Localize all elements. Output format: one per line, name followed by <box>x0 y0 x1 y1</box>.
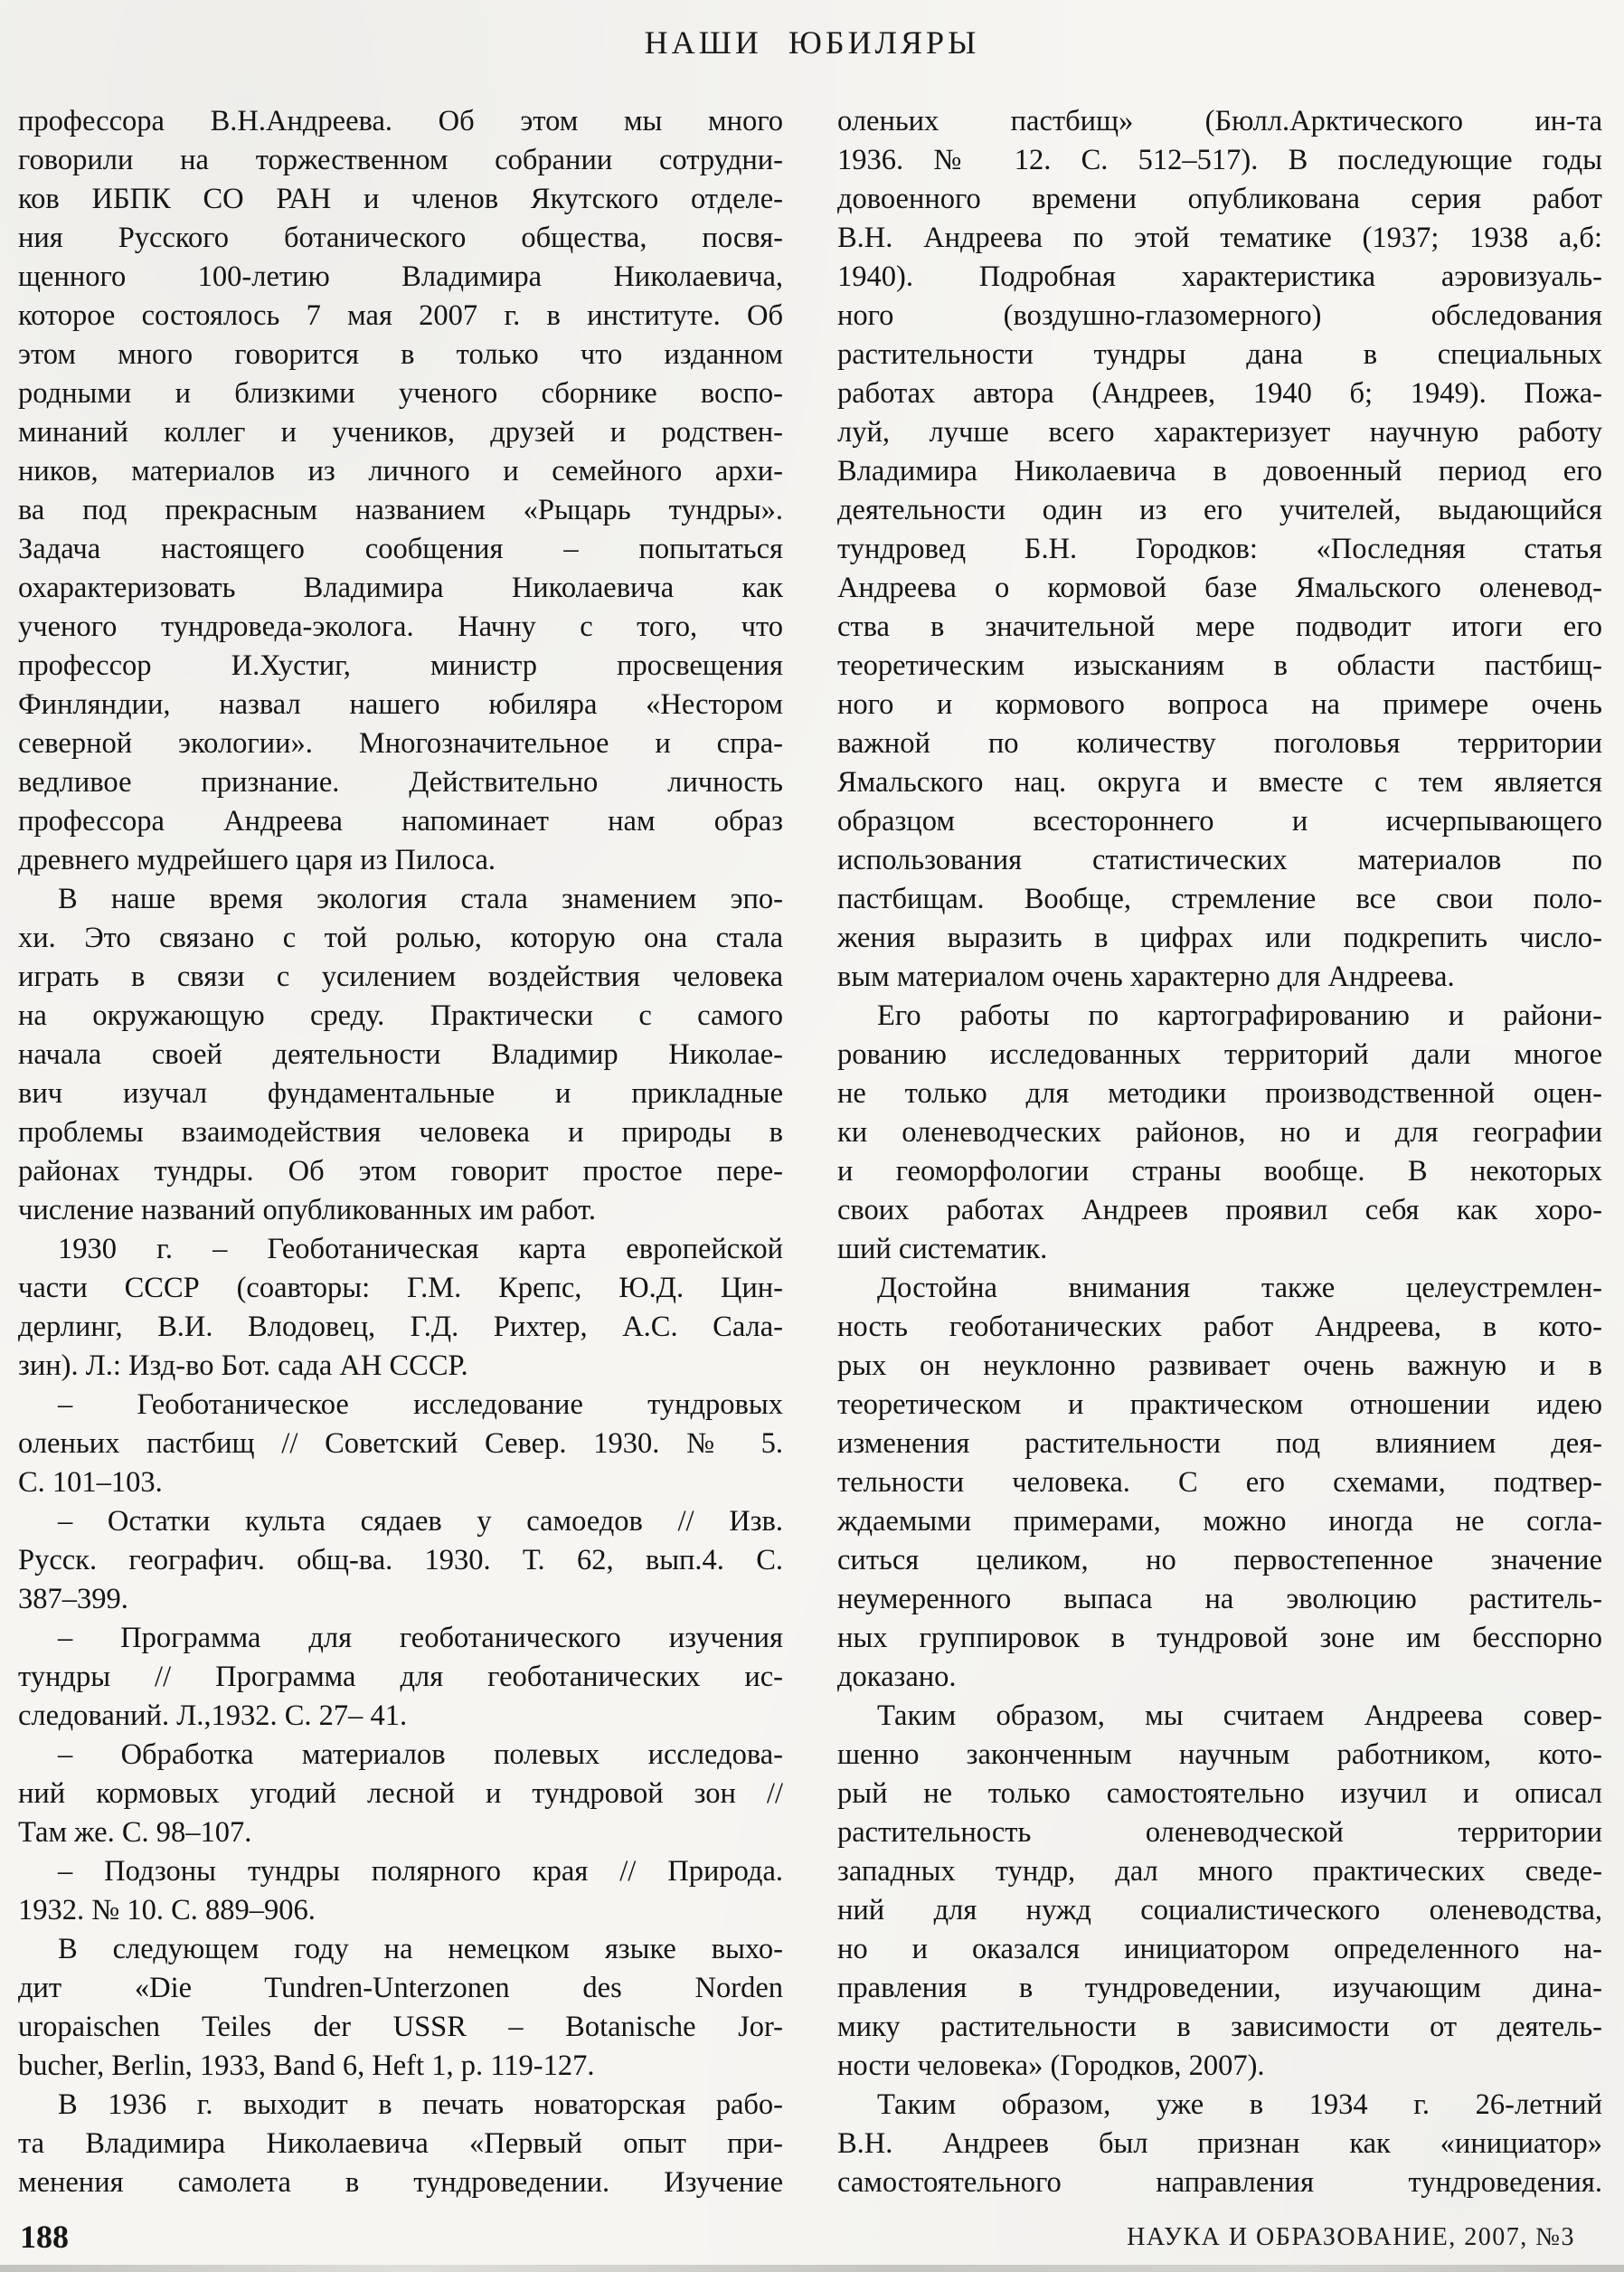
text-line: деятельности один из его учителей, выдающийся <box>837 494 1602 526</box>
text-line: оленьих пастбищ» (Бюлл.Арктического ин-та <box>837 105 1602 137</box>
text-line: западных тундр, дал много практических сведе- <box>837 1855 1602 1888</box>
text-line: ного и кормового вопроса на примере очень <box>837 688 1602 721</box>
text-line: В наше время экология стала знамением эпо- <box>58 883 783 915</box>
text-line: – Программа для геоботанического изучения <box>58 1622 783 1654</box>
text-line: говорили на торжественном собрании сотрудни- <box>18 144 783 176</box>
text-line: ников, материалов из личного и семейного архи- <box>18 455 783 488</box>
text-line: самостоятельного направления тундроведения. <box>837 2166 1602 2199</box>
text-line: играть в связи с усилением воздействия человека <box>18 961 783 993</box>
text-line: дит «Die Tundren-Unterzonen des Norden <box>18 1972 783 2004</box>
text-line: важной по количеству поголовья территории <box>837 727 1602 760</box>
text-line: uropaischen Teiles der USSR – Botanische Jor- <box>18 2011 783 2043</box>
text-line: ученого тундроведа-эколога. Начну с того, что <box>18 611 783 643</box>
text-line: которое состоялось 7 мая 2007 г. в институте. Об <box>18 299 783 332</box>
text-line: древнего мудрейшего царя из Пилоса. <box>18 844 496 876</box>
text-line: оленьих пастбищ // Советский Север. 1930. № 5. <box>18 1427 783 1460</box>
text-line: и геоморфологии страны вообще. В некоторых <box>837 1155 1602 1188</box>
text-line: жения выразить в цифрах или подкрепить число- <box>837 922 1602 954</box>
text-line: родными и близкими ученого сборнике воспо- <box>18 377 783 410</box>
text-line: вым материалом очень характерно для Андреева. <box>837 961 1455 993</box>
text-line: тундры // Программа для геоботанических ис- <box>18 1661 783 1693</box>
text-line: мику растительности в зависимости от деятель- <box>837 2011 1602 2043</box>
text-line: рованию исследованных территорий дали многое <box>837 1038 1602 1071</box>
text-line: ний для нужд социалистического оленеводства, <box>837 1894 1602 1926</box>
text-line: та Владимира Николаевича «Первый опыт при- <box>18 2127 783 2160</box>
text-line: – Подзоны тундры полярного края // Природа. <box>58 1855 783 1888</box>
page-number: 188 <box>20 2219 69 2255</box>
text-line: на окружающую среду. Практически с самого <box>18 999 783 1032</box>
text-line: не только для методики производственной оцен- <box>837 1077 1602 1110</box>
text-body <box>18 102 1602 2202</box>
text-line: теоретическом и практическом отношении идею <box>837 1388 1602 1421</box>
text-line: неумеренного выпаса на эволюцию раститель- <box>837 1583 1602 1615</box>
text-line: вич изучал фундаментальные и прикладные <box>18 1077 783 1110</box>
text-line: ки оленеводческих районов, но и для географии <box>837 1116 1602 1149</box>
text-line: зин). Л.: Изд-во Бот. сада АН СССР. <box>18 1349 468 1382</box>
text-line: ного (воздушно-глазомерного) обследования <box>837 299 1602 332</box>
text-line: Русск. географич. общ-ва. 1930. Т. 62, вып.4. С. <box>18 1544 783 1576</box>
text-line: Финляндии, назвал нашего юбиляра «Нестором <box>18 688 783 721</box>
text-line: Таким образом, уже в 1934 г. 26-летний <box>877 2088 1602 2121</box>
text-line: ва под прекрасным названием «Рыцарь тундры». <box>18 494 783 526</box>
text-line: тундровед Б.Н. Городков: «Последняя статья <box>837 533 1602 565</box>
text-line: шенно законченным научным работником, кото- <box>837 1738 1602 1771</box>
text-line: ний кормовых угодий лесной и тундровой зон // <box>18 1777 783 1810</box>
text-line: работах автора (Андреев, 1940 б; 1949). Пожа- <box>837 377 1602 410</box>
text-line: Достойна внимания также целеустремлен- <box>877 1272 1602 1304</box>
text-line: но и оказался инициатором определенного на- <box>837 1933 1602 1965</box>
text-line: 1936. № 12. С. 512–517). В последующие годы <box>837 144 1602 176</box>
text-line: изменения растительности под влиянием дея- <box>837 1427 1602 1460</box>
text-line: числение названий опубликованных им работ. <box>18 1194 596 1226</box>
page-footer <box>0 2212 1624 2256</box>
text-line: использования статистических материалов по <box>837 844 1602 876</box>
text-line: Там же. С. 98–107. <box>18 1816 252 1849</box>
text-line: ший систематик. <box>837 1233 1048 1265</box>
text-line: минаний коллег и учеников, друзей и родствен- <box>18 416 783 449</box>
text-line: ность геоботанических работ Андреева, в кото- <box>837 1311 1602 1343</box>
text-line: – Геоботаническое исследование тундровых <box>58 1388 783 1421</box>
text-line: своих работах Андреев проявил себя как хоро- <box>837 1194 1602 1226</box>
text-line: проблемы взаимодействия человека и природы в <box>18 1116 783 1149</box>
text-line: следований. Л.,1932. С. 27– 41. <box>18 1699 408 1732</box>
text-line: теоретическим изысканиям в области пастбищ- <box>837 649 1602 682</box>
text-line: ждаемыми примерами, можно иногда не согла- <box>837 1505 1602 1538</box>
text-line: Владимира Николаевича в довоенный период его <box>837 455 1602 488</box>
text-line: профессор И.Хустиг, министр просвещения <box>18 649 783 682</box>
text-line: Андреева о кормовой базе Ямальского оленевод- <box>837 572 1602 604</box>
text-line: образцом всестороннего и исчерпывающего <box>837 805 1602 838</box>
text-line: части СССР (соавторы: Г.М. Крепс, Ю.Д. Цин- <box>18 1272 783 1304</box>
text-line: 1940). Подробная характеристика аэровизуаль- <box>837 260 1602 293</box>
text-line: ния Русского ботанического общества, посвя- <box>18 222 783 254</box>
text-line: В 1936 г. выходит в печать новаторская рабо- <box>58 2088 783 2121</box>
text-line: Таким образом, мы считаем Андреева совер- <box>877 1699 1602 1732</box>
text-line: Ямальского нац. округа и вместе с тем является <box>837 766 1602 799</box>
text-line: довоенного времени опубликована серия работ <box>837 183 1602 215</box>
journal-title: НАУКА И ОБРАЗОВАНИЕ, 2007, №3 <box>1127 2223 1575 2251</box>
text-line: менения самолета в тундроведении. Изучение <box>18 2166 783 2199</box>
text-line: растительность оленеводческой территории <box>837 1816 1602 1849</box>
text-line: Задача настоящего сообщения – попытаться <box>18 533 783 565</box>
text-line: районах тундры. Об этом говорит простое пере- <box>18 1155 783 1188</box>
text-line: начала своей деятельности Владимир Николае- <box>18 1038 783 1071</box>
text-line: правления в тундроведении, изучающим дина- <box>837 1972 1602 2004</box>
text-line: – Обработка материалов полевых исследова- <box>58 1738 783 1771</box>
text-line: bucher, Berlin, 1933, Band 6, Heft 1, p. 119-127. <box>18 2050 595 2082</box>
text-line: В.Н. Андреева по этой тематике (1937; 1938 а,б: <box>837 222 1602 254</box>
text-line: 1932. № 10. С. 889–906. <box>18 1894 316 1926</box>
text-line: ности человека» (Городков, 2007). <box>837 2050 1265 2082</box>
text-line: рый не только самостоятельно изучил и описал <box>837 1777 1602 1810</box>
text-line: тельности человека. С его схемами, подтвер- <box>837 1466 1602 1499</box>
text-line: охарактеризовать Владимира Николаевича как <box>18 572 783 604</box>
text-line: дерлинг, В.И. Влодовец, Г.Д. Рихтер, А.С. Сала- <box>18 1311 783 1343</box>
text-line: пастбищам. Вообще, стремление все свои поло- <box>837 883 1602 915</box>
text-line: хи. Это связано с той ролью, которую она стала <box>18 922 783 954</box>
text-line: С. 101–103. <box>18 1466 163 1499</box>
text-line: ков ИБПК СО РАН и членов Якутского отделе- <box>18 183 783 215</box>
text-line: ситься целиком, но первостепенное значение <box>837 1544 1602 1576</box>
text-line: рых он неуклонно развивает очень важную и в <box>837 1349 1602 1382</box>
right-column <box>837 102 1602 2202</box>
text-line: – Остатки культа сядаев у самоедов // Изв. <box>58 1505 783 1538</box>
text-line: щенного 100-летию Владимира Николаевича, <box>18 260 783 293</box>
text-line: ных группировок в тундровой зоне им бесспорно <box>837 1622 1602 1654</box>
left-column <box>18 102 783 2202</box>
text-line: растительности тундры дана в специальных <box>837 338 1602 371</box>
text-line: ведливое признание. Действительно личность <box>18 766 783 799</box>
page-title: НАШИ ЮБИЛЯРЫ <box>644 24 980 61</box>
text-line: ства в значительной мере подводит итоги его <box>837 611 1602 643</box>
text-line: 387–399. <box>18 1583 128 1615</box>
text-line: Его работы по картографированию и райони- <box>877 999 1602 1032</box>
text-line: доказано. <box>837 1661 957 1693</box>
text-line: профессора Андреева напоминает нам образ <box>18 805 783 838</box>
text-line: луй, лучше всего характеризует научную работу <box>837 416 1602 449</box>
text-line: профессора В.Н.Андреева. Об этом мы много <box>18 105 783 137</box>
text-line: В следующем году на немецком языке выхо- <box>58 1933 783 1965</box>
text-line: северной экологии». Многозначительное и спра- <box>18 727 783 760</box>
text-line: 1930 г. – Геоботаническая карта европейской <box>58 1233 783 1265</box>
text-line: этом много говорится в только что изданном <box>18 338 783 371</box>
text-line: В.Н. Андреев был признан как «инициатор» <box>837 2127 1602 2160</box>
